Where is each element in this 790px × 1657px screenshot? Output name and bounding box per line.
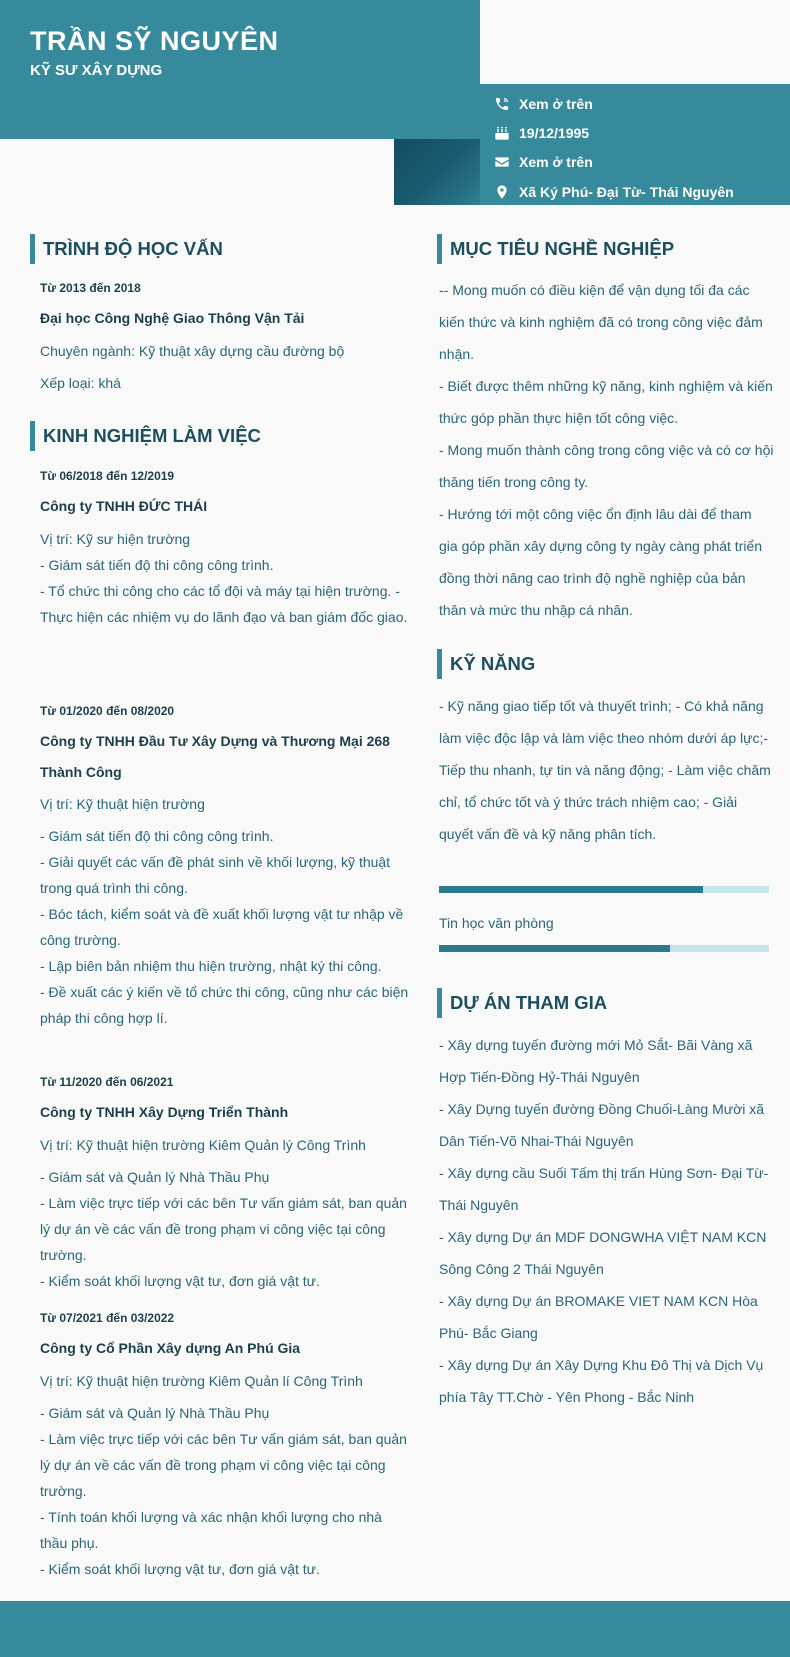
education-major: Chuyên ngành: Kỹ thuật xây dựng cầu đường bộ <box>40 343 345 359</box>
contact-birthday <box>494 123 589 143</box>
job-line: - Lập biên bản nhiệm thu hiện trường, nhật ký thi công. <box>40 958 382 974</box>
job-date: Từ 07/2021 đến 03/2022 <box>40 1311 175 1325</box>
skills-heading: KỸ NĂNG <box>437 649 535 679</box>
education-date: Từ 2013 đến 2018 <box>40 281 141 295</box>
contact-phone <box>494 94 593 114</box>
objective-text: -- Mong muốn có điều kiện để vận dụng tối đa các kiến thức và kinh nghiệm đã có trong công việc đảm nhận. - Biết được thêm những kỹ năng, kinh nghiệm và kiến thức góp phần thực hiện tốt công việc. - Mong muốn thành công trong công việc và có cơ hội thăng tiến trong công ty. - Hướng tới một công việc ổn định lâu dài để tham gia góp phần xây dựng công ty ngày càng phát triển đồng thời nâng cao trình độ nghề nghiệp của bản thân và mức thu nhập cá nhân. <box>439 282 774 618</box>
job-line: Vị trí: Kỹ thuật hiện trường Kiêm Quản lý Công Trình <box>40 1137 366 1153</box>
job-date: Từ 06/2018 đến 12/2019 <box>40 469 175 483</box>
footer-band <box>0 1601 790 1657</box>
job-line: Vị trí: Kỹ thuật hiện trường <box>40 796 205 812</box>
job-company: Công ty Cổ Phần Xây dựng An Phú Gia <box>40 1340 301 1356</box>
experience-heading: KINH NGHIỆM LÀM VIỆC <box>30 421 261 451</box>
job-description <box>40 1368 412 1582</box>
job-line: - Làm việc trực tiếp với các bên Tư vấn giám sát, ban quản lý dự án về các vấn đề trong phạm vi công việc tại công trường. <box>40 1431 407 1499</box>
job-line: - Tính toán khối lượng và xác nhận khối lượng cho nhà thầu phụ. <box>40 1509 382 1551</box>
job-line: - Làm việc trực tiếp với các bên Tư vấn giám sát, ban quản lý dự án về các vấn đề trong phạm vi công việc tại công trường. <box>40 1195 407 1263</box>
skill-level-bar <box>439 945 769 952</box>
job-line: Vị trí: Kỹ thuật hiện trường Kiêm Quản lí Công Trình <box>40 1373 363 1389</box>
map-pin-icon <box>494 184 510 200</box>
job-line: - Bóc tách, kiểm soát và đề xuất khối lượng vật tư nhập về công trường. <box>40 906 404 948</box>
contact-panel <box>480 84 790 205</box>
address-value: Xã Ký Phú- Đại Từ- Thái Nguyên <box>519 184 734 200</box>
job-line: - Giám sát và Quản lý Nhà Thầu Phụ <box>40 1405 270 1421</box>
job-line: - Kiểm soát khối lượng vật tư, đơn giá vật tư. <box>40 1561 320 1577</box>
candidate-title: KỸ SƯ XÂY DỰNG <box>30 62 163 79</box>
job-line: - Đề xuất các ý kiến về tổ chức thi công, cũng như các biện pháp thi công hợp lí. <box>40 984 409 1026</box>
candidate-name: TRẦN SỸ NGUYÊN <box>30 26 279 56</box>
skill-level-fill <box>439 945 670 952</box>
projects-heading: DỰ ÁN THAM GIA <box>437 988 607 1018</box>
job-company: Công ty TNHH Đầu Tư Xây Dựng và Thương Mại 268 Thành Công <box>40 733 390 780</box>
contact-email <box>494 152 593 172</box>
objective-heading: MỤC TIÊU NGHỀ NGHIỆP <box>437 234 674 264</box>
job-date: Từ 01/2020 đến 08/2020 <box>40 704 175 718</box>
phone-icon <box>494 96 510 112</box>
job-line: - Giám sát và Quản lý Nhà Thầu Phụ <box>40 1169 270 1185</box>
job-line: - Kiểm soát khối lượng vật tư, đơn giá vật tư. <box>40 1273 320 1289</box>
job-line: - Giám sát tiến độ thi công công trình. <box>40 557 274 573</box>
job-line: - Giải quyết các vấn đề phát sinh về khối lượng, kỹ thuật trong quá trình thi công. <box>40 854 391 896</box>
envelope-icon <box>494 154 510 170</box>
skill-level-fill <box>439 886 703 893</box>
projects-text: - Xây dựng tuyến đường mới Mỏ Sắt- Bãi Vàng xã Hợp Tiến-Đồng Hỷ-Thái Nguyên - Xây Dựng tuyến đường Đồng Chuối-Làng Mười xã Dân Tiến-Võ Nhai-Thái Nguyên - Xây dựng cầu Suối Tấm thị trấn Hùng Sơn- Đại Từ- Thái Nguyên - Xây dựng Dự án MDF DONGWHA VIỆT NAM KCN Sông Công 2 Thái Nguyên - Xây dựng Dự án BROMAKE VIET NAM KCN Hòa Phú- Bắc Giang - Xây dựng Dự án Xây Dựng Khu Đô Thị và Dịch Vụ phía Tây TT.Chờ - Yên Phong - Bắc Ninh <box>439 1037 769 1405</box>
job-line: Vị trí: Kỹ sư hiện trường <box>40 531 191 547</box>
education-grade: Xếp loại: khá <box>40 375 121 391</box>
birthday-value: 19/12/1995 <box>519 125 590 141</box>
email-value: Xem ở trên <box>519 154 593 170</box>
skill-level-bar <box>439 886 769 893</box>
contact-address <box>494 182 734 202</box>
job-date: Từ 11/2020 đến 06/2021 <box>40 1075 174 1089</box>
job-description <box>40 1132 412 1294</box>
header-fold-decoration <box>394 139 480 205</box>
job-line: - Giám sát tiến độ thi công công trình. <box>40 828 274 844</box>
phone-value: Xem ở trên <box>519 96 593 112</box>
skill-description: - Kỹ năng giao tiếp tốt và thuyết trình; - Có khả năng làm việc độc lập và làm việc theo nhóm dưới áp lực;- Tiếp thu nhanh, tự tin và năng động; - Làm việc chăm chỉ, tổ chức tốt và ý thức trách nhiệm cao; - Giải quyết vấn đề và kỹ năng phân tích. <box>439 698 771 842</box>
birthday-cake-icon <box>494 125 510 141</box>
job-description <box>40 791 412 1031</box>
skill-name: Tin học văn phòng <box>439 915 554 931</box>
job-company: Công ty TNHH ĐỨC THÁI <box>40 498 208 514</box>
job-description <box>40 526 412 630</box>
job-company: Công ty TNHH Xây Dựng Triển Thành <box>40 1104 289 1120</box>
education-heading: TRÌNH ĐỘ HỌC VẤN <box>30 234 223 264</box>
job-line: - Tổ chức thi công cho các tổ đội và máy tại hiện trường. - Thực hiện các nhiệm vụ do lãnh đạo và ban giám đốc giao. <box>40 583 408 625</box>
education-school: Đại học Công Nghệ Giao Thông Vận Tải <box>40 310 305 326</box>
